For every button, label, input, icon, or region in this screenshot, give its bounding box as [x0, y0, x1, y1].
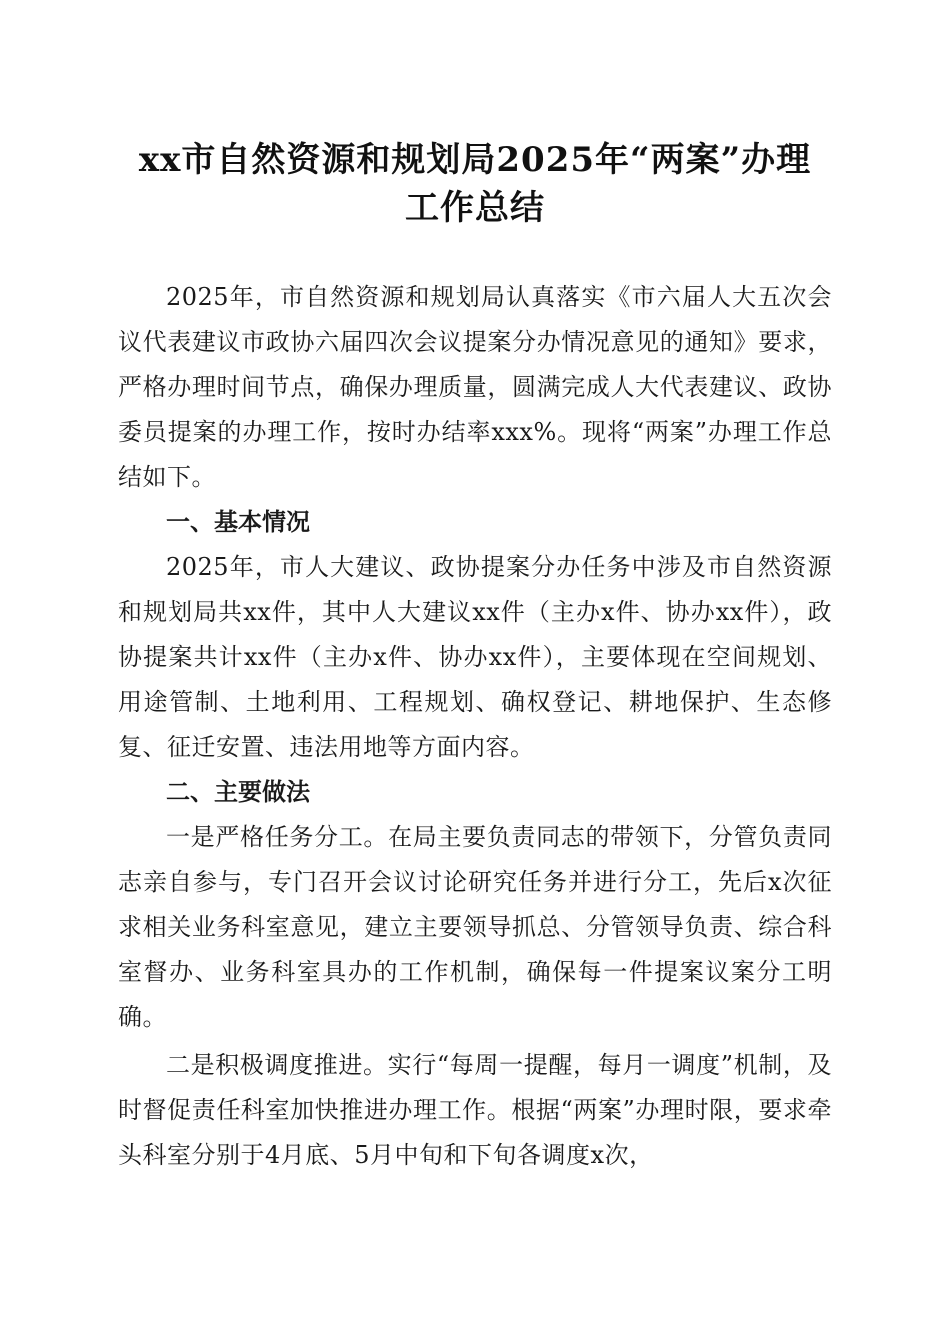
item-1-text: 在局主要负责同志的带领下，分管负责同志亲自参与，专门召开会议讨论研究任务并进行分工，先后x次征求相关业务科室意见，建立主要领导抓总、分管领导负责、综合科室督办、业务科室具办的工作机制，确保每一件提案议案分工明确。 — [118, 823, 833, 1031]
item-2-text: 实行“每周一提醒，每月一调度”机制，及时督促责任科室加快推进办理工作。根据“两案”办理时限，要求牵头科室分别于4月底、5月中旬和下旬各调度x次， — [118, 1051, 832, 1169]
section-2-heading: 二、主要做法 — [166, 778, 310, 806]
title-line-2: 工作总结 — [405, 188, 545, 228]
document-title — [100, 136, 850, 232]
item-1-lead: 一是严格任务分工。 — [166, 823, 389, 851]
document-body — [118, 275, 832, 1178]
title-line-1: xx市自然资源和规划局2025年“两案”办理 — [138, 140, 812, 180]
section-2-item-1 — [118, 815, 832, 1040]
intro-paragraph: 2025年，市自然资源和规划局认真落实《市六届人大五次会议代表建议市政协六届四次会议提案分办情况意见的通知》要求，严格办理时间节点，确保办理质量，圆满完成人大代表建议、政协委员提案的办理工作，按时办结率xxx%。现将“两案”办理工作总结如下。 — [118, 283, 832, 491]
section-1-paragraph: 2025年，市人大建议、政协提案分办任务中涉及市自然资源和规划局共xx件，其中人大建议xx件（主办x件、协办xx件），政协提案共计xx件（主办x件、协办xx件），主要体现在空间规划、用途管制、土地利用、工程规划、确权登记、耕地保护、生态修复、征迁安置、违法用地等方面内容。 — [118, 553, 832, 761]
item-2-lead: 二是积极调度推进。 — [166, 1051, 388, 1079]
section-2-item-2 — [118, 1043, 832, 1178]
section-1-heading: 一、基本情况 — [166, 508, 310, 536]
